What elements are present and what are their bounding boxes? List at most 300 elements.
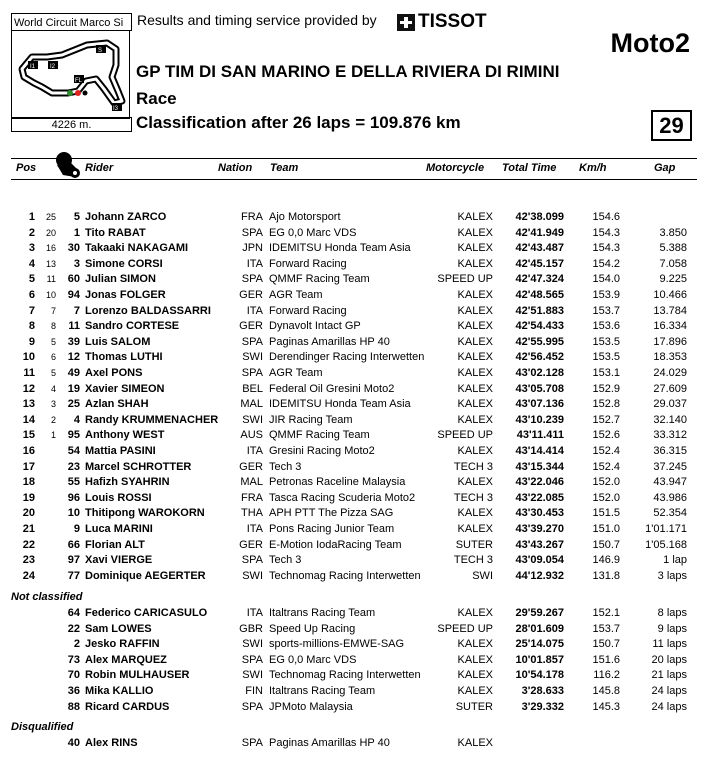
cell-pos: 16 xyxy=(22,445,35,457)
cell-team: IDEMITSU Honda Team Asia xyxy=(269,242,411,255)
cell-num: 4 xyxy=(73,413,80,426)
marker-green xyxy=(67,90,73,96)
cell-gap: 18.353 xyxy=(653,351,687,364)
cell-gap: 43.947 xyxy=(653,476,687,489)
cell-gap: 3.850 xyxy=(659,226,687,239)
cell-nat: GER xyxy=(239,320,263,333)
table-row xyxy=(0,668,719,684)
cell-nat: SWI xyxy=(242,638,263,651)
map-label-i3: I3 xyxy=(113,106,119,112)
cell-nat: GER xyxy=(239,538,263,551)
cell-gap: 37.245 xyxy=(653,460,687,473)
col-kmh: Km/h xyxy=(579,162,607,174)
cell-pos: 5 xyxy=(28,273,35,286)
cell-rider: Thomas LUTHI xyxy=(85,351,163,364)
cell-nat: ITA xyxy=(246,523,263,535)
cell-team: Paginas Amarillas HP 40 xyxy=(269,335,390,348)
cell-moto: KALEX xyxy=(457,638,493,651)
cell-time: 43'39.270 xyxy=(515,523,564,535)
table-row xyxy=(0,304,719,320)
cell-gap: 21 laps xyxy=(651,669,687,682)
cell-kmh: 151.0 xyxy=(592,523,620,535)
cell-rider: Hafizh SYAHRIN xyxy=(85,476,170,489)
cell-rider: Louis ROSSI xyxy=(85,491,152,504)
cell-nat: SPA xyxy=(241,554,263,567)
cell-pos: 15 xyxy=(22,429,35,442)
cell-kmh: 152.4 xyxy=(592,460,620,473)
cell-pos: 21 xyxy=(22,523,35,535)
cell-pos: 6 xyxy=(28,289,35,301)
table-row xyxy=(0,210,719,226)
cell-nat: ITA xyxy=(246,257,263,270)
cell-kmh: 152.0 xyxy=(592,476,620,489)
cell-rider: Tito RABAT xyxy=(85,226,146,239)
cell-gap: 32.140 xyxy=(653,413,687,426)
table-row xyxy=(0,397,719,413)
cell-num: 64 xyxy=(67,607,80,619)
table-row xyxy=(0,460,719,476)
cell-rider: Lorenzo BALDASSARRI xyxy=(85,304,211,317)
cell-time: 43'10.239 xyxy=(515,413,564,426)
cell-kmh: 151.5 xyxy=(592,507,620,520)
cell-nat: SPA xyxy=(241,367,263,379)
cell-team: Federal Oil Gresini Moto2 xyxy=(269,382,395,395)
col-motorcycle: Motorcycle xyxy=(426,162,485,174)
table-header xyxy=(11,158,697,180)
cell-gap: 52.354 xyxy=(653,507,687,520)
cell-gap: 36.315 xyxy=(653,445,687,457)
cell-kmh: 152.1 xyxy=(592,607,620,619)
cell-rider: Florian ALT xyxy=(85,538,145,551)
table-row xyxy=(0,257,719,273)
round-number: 29 xyxy=(651,110,692,141)
cell-kmh: 154.3 xyxy=(592,242,620,255)
cell-team: APH PTT The Pizza SAG xyxy=(269,507,394,520)
cell-moto: KALEX xyxy=(457,445,493,457)
table-row xyxy=(0,475,719,491)
cell-gap: 1'01.171 xyxy=(645,523,687,535)
cell-time: 42'38.099 xyxy=(515,211,564,223)
cell-moto: KALEX xyxy=(457,289,493,301)
cell-pos: 1 xyxy=(28,211,35,223)
cell-time: 42'43.487 xyxy=(515,242,564,255)
cell-rider: Jesko RAFFIN xyxy=(85,638,160,651)
cell-rider: Azlan SHAH xyxy=(85,398,149,411)
table-row xyxy=(0,350,719,366)
cell-num: 54 xyxy=(67,445,80,457)
cell-nat: GER xyxy=(239,460,263,473)
cell-team: Petronas Raceline Malaysia xyxy=(269,476,406,489)
cell-time: 28'01.609 xyxy=(515,622,564,635)
cell-gap: 1 lap xyxy=(663,554,687,567)
cell-gap: 33.312 xyxy=(653,429,687,442)
col-total-time: Total Time xyxy=(502,162,557,174)
cell-nat: FIN xyxy=(245,685,263,697)
cell-rider: Marcel SCHROTTER xyxy=(85,460,192,473)
cell-gap: 27.609 xyxy=(653,382,687,395)
cell-kmh: 145.8 xyxy=(592,685,620,697)
cell-team: Technomag Racing Interwetten xyxy=(269,669,421,682)
cell-num: 1 xyxy=(73,226,80,239)
cell-gap: 1'05.168 xyxy=(645,538,687,551)
cell-rider: Xavi VIERGE xyxy=(85,554,153,567)
table-row xyxy=(0,428,719,444)
cell-kmh: 152.0 xyxy=(592,491,620,504)
cell-kmh: 151.6 xyxy=(592,653,620,666)
cell-num: 66 xyxy=(67,538,80,551)
cell-pos: 13 xyxy=(22,398,35,411)
cell-time: 44'12.932 xyxy=(515,569,564,582)
cell-gap: 24 laps xyxy=(651,685,687,697)
cell-grid: 20 xyxy=(45,227,56,238)
cell-kmh: 153.9 xyxy=(592,289,620,301)
cell-time: 42'47.324 xyxy=(515,273,564,286)
cell-num: 55 xyxy=(67,476,80,489)
cell-rider: Axel PONS xyxy=(85,367,143,379)
marker-black xyxy=(83,91,88,96)
cell-grid: 25 xyxy=(45,212,56,222)
cell-gap: 5.388 xyxy=(659,242,687,255)
cell-grid: 5 xyxy=(50,368,56,378)
cell-gap: 16.334 xyxy=(653,320,687,333)
cell-num: 97 xyxy=(67,554,80,567)
cell-time: 10'54.178 xyxy=(515,669,564,682)
cell-team: Tech 3 xyxy=(269,554,302,567)
col-gap: Gap xyxy=(654,162,676,174)
track-length: 4226 m. xyxy=(11,117,132,132)
cell-rider: Robin MULHAUSER xyxy=(85,669,190,682)
cell-moto: KALEX xyxy=(457,211,493,223)
cell-team: Derendinger Racing Interwetten xyxy=(269,351,425,364)
cell-nat: FRA xyxy=(241,491,263,504)
cell-nat: SWI xyxy=(242,351,263,364)
cell-nat: SPA xyxy=(241,653,263,666)
cell-num: 11 xyxy=(68,320,80,333)
cell-pos: 18 xyxy=(22,476,35,489)
cell-num: 10 xyxy=(67,507,80,520)
cell-team: IDEMITSU Honda Team Asia xyxy=(269,398,411,411)
cell-kmh: 154.0 xyxy=(592,273,620,286)
cell-moto: TECH 3 xyxy=(453,554,493,567)
cell-kmh: 150.7 xyxy=(592,638,620,651)
cell-moto: KALEX xyxy=(457,335,493,348)
cell-rider: Randy KRUMMENACHER xyxy=(85,413,219,426)
cell-time: 43'05.708 xyxy=(515,382,564,395)
marker-red xyxy=(75,90,81,96)
cell-team: Speed Up Racing xyxy=(269,622,356,635)
map-label-fl: FL xyxy=(75,78,83,84)
cell-nat: SPA xyxy=(241,700,263,713)
cell-nat: MAL xyxy=(240,476,263,489)
cell-moto: SPEED UP xyxy=(437,622,493,635)
cell-rider: Dominique AEGERTER xyxy=(85,569,206,582)
cell-moto: KALEX xyxy=(457,607,493,619)
cell-kmh: 154.3 xyxy=(592,226,620,239)
table-row xyxy=(0,272,719,288)
cell-moto: SWI xyxy=(472,569,493,582)
col-pos: Pos xyxy=(16,162,37,174)
cell-pos: 19 xyxy=(22,491,35,504)
cell-time: 43'14.414 xyxy=(515,445,564,457)
cell-num: 19 xyxy=(67,382,80,395)
cell-rider: Julian SIMON xyxy=(85,273,156,286)
cell-grid: 1 xyxy=(50,430,56,441)
cell-team: Forward Racing xyxy=(269,304,347,317)
cell-pos: 17 xyxy=(22,460,35,473)
cell-team: Pons Racing Junior Team xyxy=(269,523,395,535)
cell-time: 3'28.633 xyxy=(521,685,564,697)
cell-team: EG 0,0 Marc VDS xyxy=(269,653,357,666)
cell-time: 42'41.949 xyxy=(515,226,564,239)
cell-team: Ajo Motorsport xyxy=(269,211,341,223)
col-nation: Nation xyxy=(218,162,253,174)
circuit-name: World Circuit Marco Si xyxy=(11,13,132,31)
table-row xyxy=(0,491,719,507)
cell-num: 12 xyxy=(67,351,80,364)
cell-nat: AUS xyxy=(240,429,263,442)
section-disqualified: Disqualified xyxy=(11,721,74,733)
cell-rider: Anthony WEST xyxy=(85,429,165,442)
cell-moto: KALEX xyxy=(457,685,493,697)
cell-rider: Johann ZARCO xyxy=(85,211,167,223)
cell-moto: TECH 3 xyxy=(453,460,493,473)
cell-num: 23 xyxy=(67,460,80,473)
cell-time: 43'22.085 xyxy=(515,491,564,504)
cell-nat: SPA xyxy=(241,737,263,749)
cell-moto: KALEX xyxy=(457,413,493,426)
cell-num: 60 xyxy=(67,273,80,286)
cell-rider: Mattia PASINI xyxy=(85,445,156,457)
cell-grid: 8 xyxy=(50,321,56,332)
cell-team: sports-millions-EMWE-SAG xyxy=(269,638,405,651)
cell-grid: 5 xyxy=(50,336,56,347)
table-row xyxy=(0,319,719,335)
cell-team: QMMF Racing Team xyxy=(269,273,370,286)
map-label-i1: I1 xyxy=(30,64,36,70)
cell-kmh: 152.8 xyxy=(592,398,620,411)
cell-time: 3'29.332 xyxy=(521,700,564,713)
cell-nat: SPA xyxy=(241,226,263,239)
cell-moto: SUTER xyxy=(455,700,493,713)
cell-pos: 7 xyxy=(28,304,35,317)
cell-kmh: 152.7 xyxy=(592,413,620,426)
table-row xyxy=(0,288,719,304)
cell-moto: KALEX xyxy=(457,367,493,379)
cell-gap: 9.225 xyxy=(659,273,687,286)
cell-num: 25 xyxy=(67,398,80,411)
cell-gap: 20 laps xyxy=(651,653,687,666)
cell-num: 88 xyxy=(67,700,80,713)
table-row xyxy=(0,684,719,700)
cell-gap: 43.986 xyxy=(653,491,687,504)
cell-team: Technomag Racing Interwetten xyxy=(269,569,421,582)
cell-kmh: 153.7 xyxy=(592,304,620,317)
cell-pos: 3 xyxy=(28,242,35,255)
cell-time: 43'11.411 xyxy=(516,429,564,442)
cell-kmh: 153.7 xyxy=(592,622,620,635)
table-row xyxy=(0,335,719,351)
cell-moto: KALEX xyxy=(457,476,493,489)
classification-summary: Classification after 26 laps = 109.876 km xyxy=(136,113,461,132)
cell-time: 43'09.054 xyxy=(515,554,564,567)
cell-num: 77 xyxy=(67,569,80,582)
table-row xyxy=(0,637,719,653)
cell-time: 42'45.157 xyxy=(515,257,564,270)
class-name: Moto2 xyxy=(610,28,690,58)
cell-gap: 10.466 xyxy=(653,289,687,301)
cell-kmh: 152.4 xyxy=(592,445,620,457)
cell-kmh: 146.9 xyxy=(592,554,620,567)
cell-nat: SWI xyxy=(242,669,263,682)
cell-kmh: 131.8 xyxy=(592,569,620,582)
cell-pos: 23 xyxy=(22,554,35,567)
table-row xyxy=(0,653,719,669)
cell-team: AGR Team xyxy=(269,289,323,301)
cell-kmh: 152.9 xyxy=(592,382,620,395)
cell-team: Dynavolt Intact GP xyxy=(269,320,361,333)
cell-num: 73 xyxy=(67,653,80,666)
cell-moto: KALEX xyxy=(457,507,493,520)
cell-num: 3 xyxy=(73,257,80,270)
cell-gap: 17.896 xyxy=(653,335,687,348)
circuit-map xyxy=(11,30,130,119)
table-row xyxy=(0,569,719,585)
cell-moto: KALEX xyxy=(457,382,493,395)
cell-nat: GBR xyxy=(239,622,263,635)
cell-num: 49 xyxy=(67,367,80,379)
cell-team: Tasca Racing Scuderia Moto2 xyxy=(269,491,416,504)
cell-nat: JPN xyxy=(242,242,263,255)
cell-num: 94 xyxy=(67,289,80,301)
cell-num: 5 xyxy=(73,211,80,223)
cell-nat: SPA xyxy=(241,335,263,348)
cell-team: QMMF Racing Team xyxy=(269,429,370,442)
cell-time: 43'30.453 xyxy=(515,507,564,520)
cell-pos: 10 xyxy=(22,351,35,364)
table-row xyxy=(0,444,719,460)
cell-pos: 12 xyxy=(22,382,35,395)
cell-rider: Thitipong WAROKORN xyxy=(85,507,205,520)
map-label-s: S xyxy=(98,48,103,54)
table-row xyxy=(0,241,719,257)
cell-kmh: 116.2 xyxy=(593,669,620,682)
cell-pos: 4 xyxy=(28,257,35,270)
cell-grid: 16 xyxy=(45,243,56,254)
cell-pos: 22 xyxy=(22,538,35,551)
cell-pos: 8 xyxy=(28,320,35,333)
cell-time: 42'56.452 xyxy=(515,351,564,364)
table-row xyxy=(0,736,719,752)
cell-num: 40 xyxy=(67,737,80,749)
cell-num: 2 xyxy=(73,638,80,651)
cell-grid: 4 xyxy=(50,383,56,394)
cell-rider: Sam LOWES xyxy=(85,622,152,635)
cell-moto: KALEX xyxy=(457,669,493,682)
table-row xyxy=(0,366,719,382)
cell-rider: Takaaki NAKAGAMI xyxy=(85,242,189,255)
cell-moto: KALEX xyxy=(457,523,493,535)
cell-kmh: 153.6 xyxy=(592,320,620,333)
provider-text: Results and timing service provided by xyxy=(137,12,377,28)
cell-grid: 7 xyxy=(50,305,56,316)
cell-time: 42'55.995 xyxy=(515,335,564,348)
cell-pos: 14 xyxy=(22,413,35,426)
cell-grid: 3 xyxy=(50,399,56,410)
cell-nat: THA xyxy=(241,507,263,520)
cell-moto: KALEX xyxy=(457,226,493,239)
cell-rider: Mika KALLIO xyxy=(85,685,154,697)
cell-rider: Federico CARICASULO xyxy=(85,607,208,619)
cell-grid: 10 xyxy=(45,290,56,300)
table-row xyxy=(0,700,719,716)
cell-pos: 24 xyxy=(22,569,35,582)
cell-nat: FRA xyxy=(241,211,263,223)
cell-team: E-Motion IodaRacing Team xyxy=(269,538,402,551)
cell-grid: 6 xyxy=(50,352,56,363)
table-row xyxy=(0,522,719,538)
table-row xyxy=(0,413,719,429)
cell-moto: KALEX xyxy=(457,737,493,749)
cell-moto: KALEX xyxy=(457,257,493,270)
swiss-cross-icon xyxy=(397,14,415,31)
cell-time: 10'01.857 xyxy=(515,653,564,666)
cell-team: Forward Racing xyxy=(269,257,347,270)
cell-num: 22 xyxy=(67,622,80,635)
cell-time: 29'59.267 xyxy=(515,607,564,619)
cell-nat: SPA xyxy=(241,273,263,286)
cell-grid: 13 xyxy=(45,258,56,269)
cell-pos: 2 xyxy=(28,226,35,239)
cell-time: 25'14.075 xyxy=(515,638,564,651)
cell-rider: Ricard CARDUS xyxy=(85,700,170,713)
table-row xyxy=(0,506,719,522)
cell-gap: 7.058 xyxy=(659,257,687,270)
cell-nat: SWI xyxy=(242,413,263,426)
cell-rider: Jonas FOLGER xyxy=(85,289,166,301)
cell-moto: SUTER xyxy=(455,538,493,551)
sponsor-name: TISSOT xyxy=(418,11,487,32)
table-row xyxy=(0,382,719,398)
table-row xyxy=(0,606,719,622)
cell-nat: ITA xyxy=(246,607,263,619)
cell-team: Paginas Amarillas HP 40 xyxy=(269,737,390,749)
cell-num: 70 xyxy=(67,669,80,682)
cell-gap: 11 laps xyxy=(652,638,687,651)
cell-rider: Alex MARQUEZ xyxy=(85,653,167,666)
cell-moto: KALEX xyxy=(457,653,493,666)
cell-kmh: 154.2 xyxy=(592,257,620,270)
cell-rider: Alex RINS xyxy=(85,737,138,749)
cell-team: AGR Team xyxy=(269,367,323,379)
cell-kmh: 153.5 xyxy=(592,351,620,364)
table-row xyxy=(0,622,719,638)
cell-gap: 8 laps xyxy=(657,607,687,619)
cell-team: JIR Racing Team xyxy=(269,413,353,426)
cell-nat: MAL xyxy=(240,398,263,411)
cell-rider: Simone CORSI xyxy=(85,257,163,270)
cell-time: 43'22.046 xyxy=(515,476,564,489)
cell-time: 42'51.883 xyxy=(515,304,564,317)
cell-kmh: 150.7 xyxy=(592,538,620,551)
cell-grid: 11 xyxy=(46,274,56,285)
cell-kmh: 154.6 xyxy=(592,211,620,223)
sponsor-logo xyxy=(397,11,487,33)
cell-rider: Luis SALOM xyxy=(85,335,151,348)
cell-gap: 3 laps xyxy=(657,569,687,582)
cell-gap: 29.037 xyxy=(653,398,687,411)
table-row xyxy=(0,226,719,242)
cell-moto: SPEED UP xyxy=(437,429,493,442)
